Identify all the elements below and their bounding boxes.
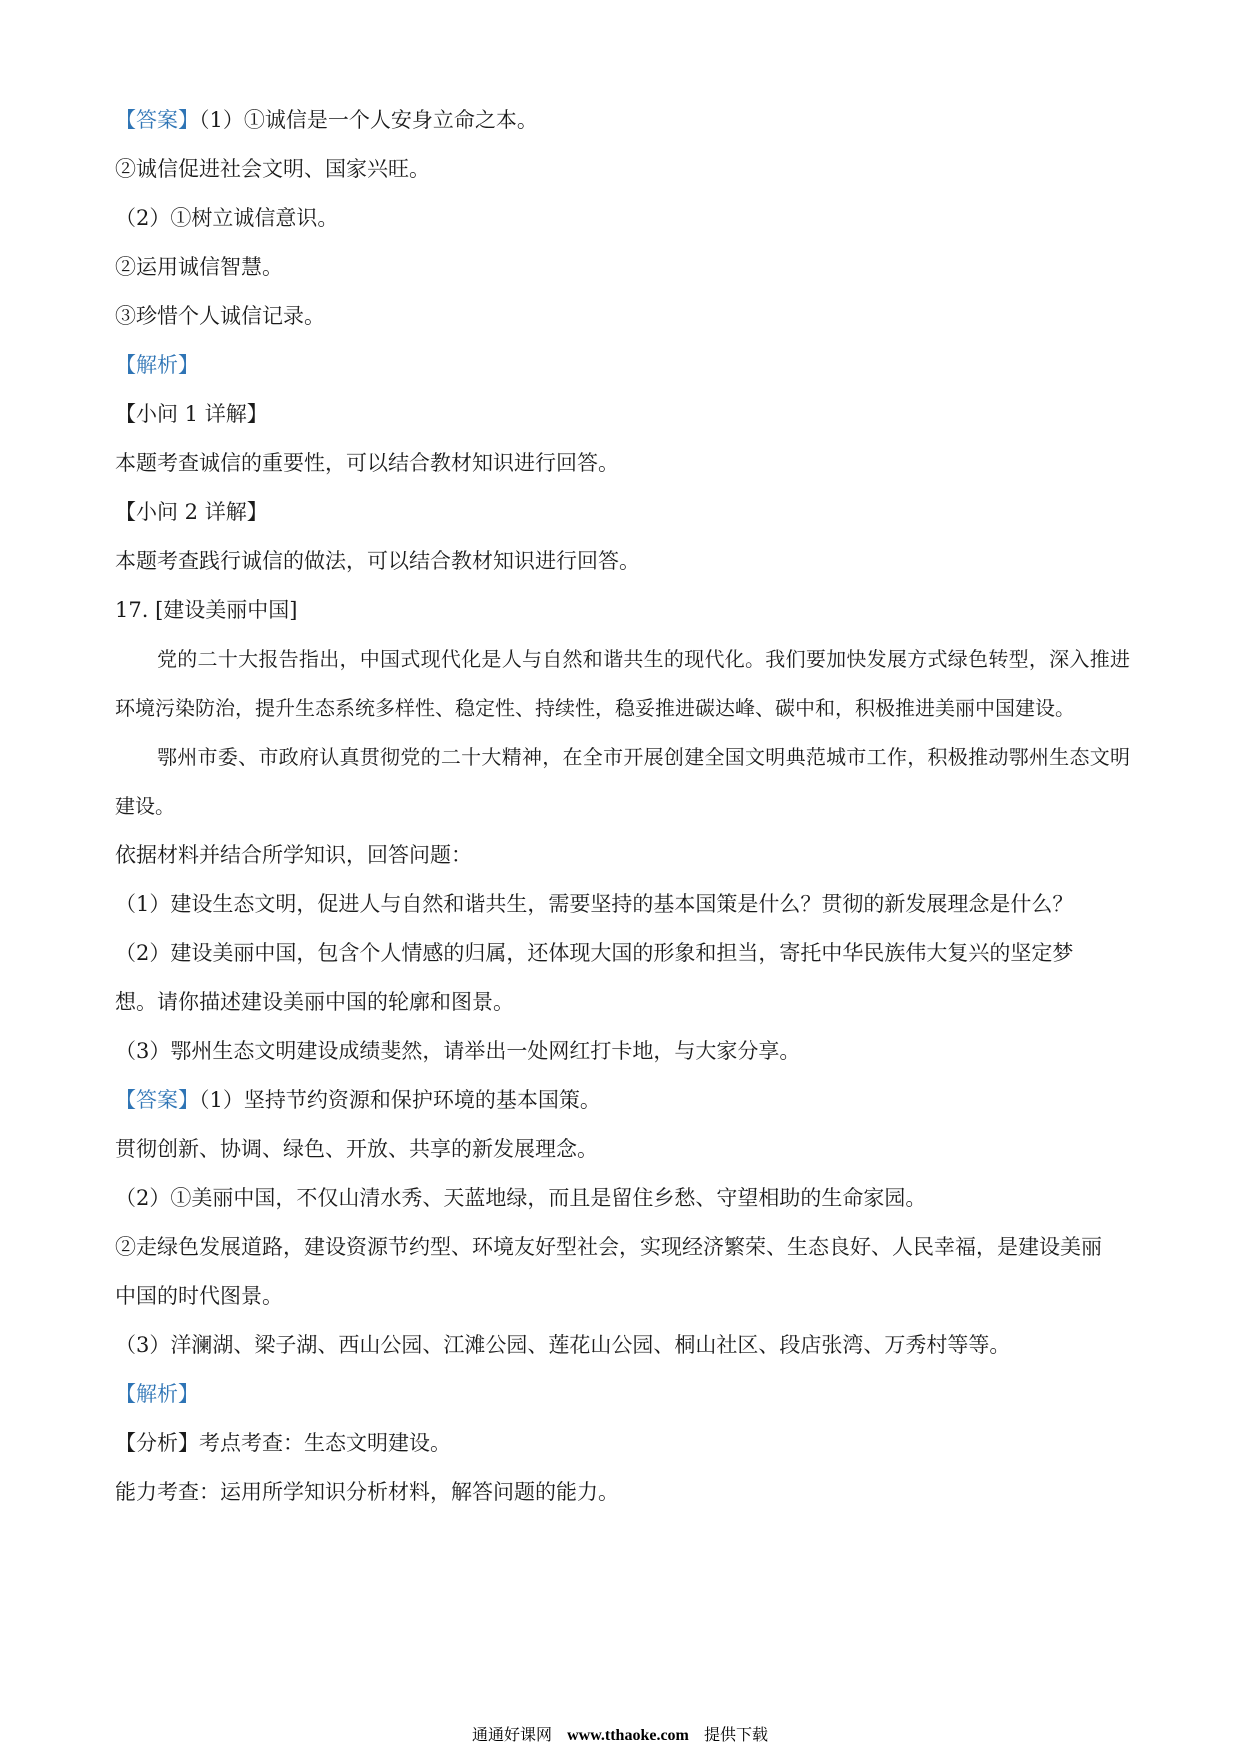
q16-answer-line-5: ③珍惜个人诚信记录。 [115,304,325,328]
q17-analysis-line-1: 【分析】考点考查：生态文明建设。 [115,1431,451,1455]
q16-sub2-text: 本题考查践行诚信的做法，可以结合教材知识进行回答。 [115,549,640,573]
answer-text: （1）①诚信是一个人安身立命之本。 [199,108,538,132]
answer-tag: 【答案】 [115,108,199,132]
q17-answer-line-4: ②走绿色发展道路，建设资源节约型、环境友好型社会，实现经济繁荣、生态良好、人民幸福，是建设美丽 [115,1235,1102,1259]
q17-answer-line-2: 贯彻创新、协调、绿色、开放、共享的新发展理念。 [115,1137,598,1161]
footer-site-name: 通通好课网 [472,1725,553,1744]
answer-text: （1）坚持节约资源和保护环境的基本国策。 [199,1088,601,1112]
q17-analysis-tag: 【解析】 [115,1382,199,1406]
q16-analysis-tag: 【解析】 [115,353,199,377]
q16-answer-line-4: ②运用诚信智慧。 [115,255,283,279]
q17-answer-line-1 [115,1076,1130,1125]
q17-question-1: （1）建设生态文明，促进人与自然和谐共生，需要坚持的基本国策是什么？贯彻的新发展理念是什么？ [115,892,1074,916]
q17-prompt: 依据材料并结合所学知识，回答问题： [115,843,472,867]
q16-answer-line-1 [115,96,1130,145]
q16-answer-line-3: （2）①树立诚信意识。 [115,206,339,230]
q17-answer-line-5: 中国的时代图景。 [115,1284,283,1308]
q17-heading: 17. [建设美丽中国] [115,598,298,622]
q17-answer-line-3: （2）①美丽中国，不仅山清水秀、天蓝地绿，而且是留住乡愁、守望相助的生命家园。 [115,1186,927,1210]
q16-sub2-title: 【小问 2 详解】 [115,500,268,524]
q17-material-paragraph-1: 党的二十大报告指出，中国式现代化是人与自然和谐共生的现代化。我们要加快发展方式绿色转型，深入推进环境污染防治，提升生态系统多样性、稳定性、持续性，稳妥推进碳达峰、碳中和，积极推进美丽中国建设。 [115,647,1130,720]
q16-sub1-title: 【小问 1 详解】 [115,402,268,426]
page-footer [0,1722,1240,1745]
q17-answer-line-6: （3）洋澜湖、梁子湖、西山公园、江滩公园、莲花山公园、桐山社区、段店张湾、万秀村等等。 [115,1333,1011,1357]
q16-answer-line-2: ②诚信促进社会文明、国家兴旺。 [115,157,430,181]
footer-url[interactable]: www.tthaoke.com [567,1727,689,1744]
footer-suffix: 提供下载 [703,1725,768,1744]
q16-sub1-text: 本题考查诚信的重要性，可以结合教材知识进行回答。 [115,451,619,475]
document-page [115,96,1130,1517]
q17-question-3: （3）鄂州生态文明建设成绩斐然，请举出一处网红打卡地，与大家分享。 [115,1039,801,1063]
q17-question-2-line-1: （2）建设美丽中国，包含个人情感的归属，还体现大国的形象和担当，寄托中华民族伟大复兴的坚定梦 [115,941,1074,965]
q17-material-paragraph-2: 鄂州市委、市政府认真贯彻党的二十大精神，在全市开展创建全国文明典范城市工作，积极推动鄂州生态文明建设。 [115,745,1130,818]
q17-question-2-line-2: 想。请你描述建设美丽中国的轮廓和图景。 [115,990,514,1014]
answer-tag: 【答案】 [115,1088,199,1112]
q17-analysis-line-2: 能力考查：运用所学知识分析材料，解答问题的能力。 [115,1480,619,1504]
